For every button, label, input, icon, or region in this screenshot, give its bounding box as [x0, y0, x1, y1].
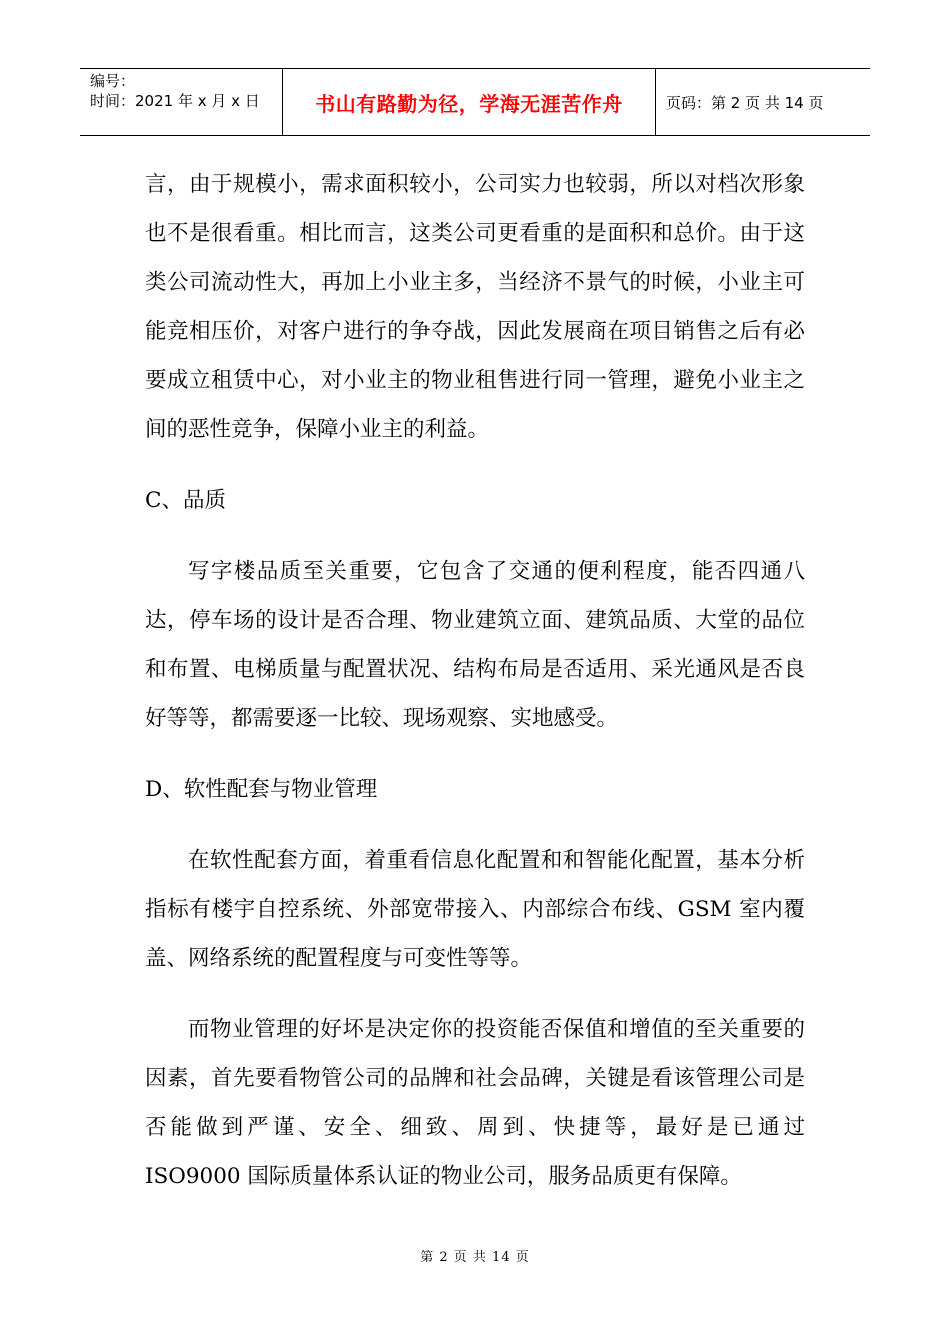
- document-body: [145, 160, 805, 1201]
- page-header: [80, 68, 870, 136]
- header-meta: [80, 69, 282, 135]
- paragraph-quality: 写字楼品质至关重要，它包含了交通的便利程度，能否四通八达，停车场的设计是否合理、物业建筑立面、建筑品质、大堂的品位和布置、电梯质量与配置状况、结构布局是否适用、采光通风是否良好等等，都需要逐一比较、现场观察、实地感受。: [145, 559, 805, 731]
- paragraph-soft-facilities: 在软性配套方面，着重看信息化配置和和智能化配置，基本分析指标有楼宇自控系统、外部宽带接入、内部综合布线、GSM 室内覆盖、网络系统的配置程度与可变性等等。: [145, 848, 805, 971]
- header-motto: 书山有路勤为径，学海无涯苦作舟: [282, 69, 656, 135]
- doc-number-label: 编号：: [90, 72, 136, 90]
- paragraph-property-management: 而物业管理的好坏是决定你的投资能否保值和增值的至关重要的因素，首先要看物管公司的品牌和社会品碑，关键是看该管理公司是否能做到严谨、安全、细致、周到、快捷等，最好是已通过 ISO9000 国际质量体系认证的物业公司，服务品质更有保障。: [145, 1017, 805, 1189]
- page-footer: 第 2 页 共 14 页: [420, 1250, 530, 1265]
- section-heading-d: D、软性配套与物业管理: [145, 777, 378, 802]
- header-page-info: 页码：第 2 页 共 14 页: [666, 93, 824, 112]
- section-heading-c: C、品质: [145, 488, 226, 513]
- doc-date-label: 时间：2021 年 x 月 x 日: [90, 92, 260, 110]
- paragraph-continued: 言，由于规模小，需求面积较小，公司实力也较弱，所以对档次形象也不是很看重。相比而言，这类公司更看重的是面积和总价。由于这类公司流动性大，再加上小业主多，当经济不景气的时候，小业主可能竞相压价，对客户进行的争夺战，因此发展商在项目销售之后有必要成立租赁中心，对小业主的物业租售进行同一管理，避免小业主之间的恶性竞争，保障小业主的利益。: [145, 172, 805, 442]
